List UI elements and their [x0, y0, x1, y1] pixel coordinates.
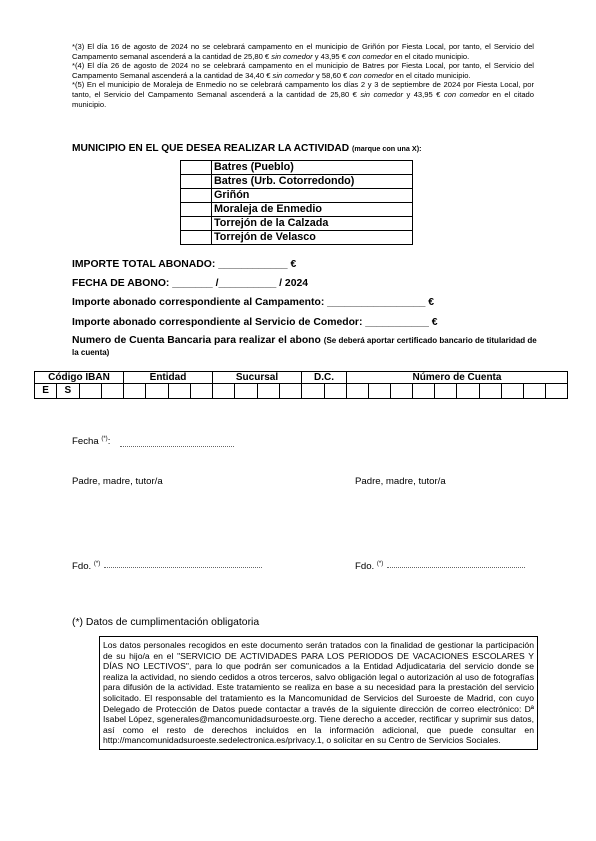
footnote-3: *(3) El día 16 de agosto de 2024 no se celebrará campamento en el municipio de Griñón por Fiesta Local, por tanto, el Servicio del Campamento semanal ascenderá a la cantidad de 25,80 € sin comedor y 43,95 € con comedor en el citado municipio. — [72, 42, 534, 61]
iban-header-row — [35, 372, 568, 384]
fdo-input-right[interactable] — [387, 567, 525, 568]
sucursal-digit[interactable] — [279, 384, 301, 399]
importe-campamento-field[interactable]: Importe abonado correspondiente al Campamento: _________________ € — [72, 297, 435, 308]
fdo-text: Fdo. — [72, 561, 92, 573]
municipio-checkbox[interactable] — [181, 175, 212, 189]
padre-label-left: Padre, madre, tutor/a — [72, 476, 163, 487]
account-heading — [72, 335, 542, 359]
fecha-text: Fecha — [72, 436, 99, 448]
cuenta-header: Número de Cuenta — [347, 372, 568, 384]
municipio-option: Griñón — [212, 189, 413, 203]
municipio-option: Batres (Urb. Cotorredondo) — [212, 175, 413, 189]
dc-digit[interactable] — [324, 384, 347, 399]
cuenta-digit[interactable] — [523, 384, 545, 399]
municipio-title: MUNICIPIO EN EL QUE DESEA REALIZAR LA ACTIVIDAD — [72, 143, 350, 154]
municipio-row — [181, 217, 413, 231]
required-mark: (*) — [376, 561, 384, 567]
importe-total-field[interactable]: IMPORTE TOTAL ABONADO: ____________ € — [72, 259, 297, 270]
municipio-checkbox[interactable] — [181, 203, 212, 217]
municipio-heading — [72, 143, 422, 154]
municipio-table — [180, 160, 413, 245]
municipio-checkbox[interactable] — [181, 189, 212, 203]
fecha-abono-field[interactable]: FECHA DE ABONO: _______ /__________ / 2024 — [72, 278, 309, 289]
cuenta-digit[interactable] — [501, 384, 523, 399]
cuenta-digit[interactable] — [457, 384, 479, 399]
fdo-label-left — [72, 561, 100, 572]
municipio-checkbox[interactable] — [181, 217, 212, 231]
municipio-checkbox[interactable] — [181, 161, 212, 175]
account-title: Numero de Cuenta Bancaria para realizar el abono — [72, 335, 321, 346]
municipio-option: Torrejón de la Calzada — [212, 217, 413, 231]
iban-digit: S — [57, 384, 79, 399]
dc-digit[interactable] — [302, 384, 325, 399]
municipio-row — [181, 161, 413, 175]
sucursal-header: Sucursal — [213, 372, 302, 384]
iban-digit: E — [35, 384, 57, 399]
fdo-label-right — [355, 561, 383, 572]
fdo-input-left[interactable] — [104, 567, 262, 568]
municipio-checkbox[interactable] — [181, 231, 212, 245]
obligatorio-note: (*) Datos de cumplimentación obligatoria — [72, 617, 260, 628]
required-mark: (*) — [101, 436, 108, 442]
cuenta-digit[interactable] — [347, 384, 369, 399]
entidad-digit[interactable] — [168, 384, 190, 399]
municipio-row — [181, 175, 413, 189]
iban-digit[interactable] — [101, 384, 123, 399]
required-mark: (*) — [93, 561, 101, 567]
sucursal-digit[interactable] — [235, 384, 257, 399]
iban-header: Código IBAN — [35, 372, 124, 384]
iban-digit[interactable] — [79, 384, 101, 399]
entidad-digit[interactable] — [146, 384, 168, 399]
footnote-5: *(5) En el municipio de Moraleja de Enmedio no se celebrará campamento los días 2 y 3 de septiembre de 2024 por Fiesta Local, por tanto, el Servicio del Campamento Semanal ascenderá a la cantidad de 25,80 € sin comedor y 43,95 € con comedor en el citado municipio. — [72, 80, 535, 109]
footnote-4: *(4) El día 26 de agosto de 2024 no se celebrará campamento en el municipio de Batres por Fiesta Local, por tanto, el Servicio del Campamento Semanal ascenderá a la cantidad de 34,40 € sin comedor y 58,60 € con comedor en el citado municipio. — [72, 61, 534, 80]
municipio-row — [181, 203, 413, 217]
fdo-text: Fdo. — [355, 561, 375, 573]
importe-comedor-field[interactable]: Importe abonado correspondiente al Servicio de Comedor: ___________ € — [72, 317, 438, 328]
municipio-option: Torrejón de Velasco — [212, 231, 413, 245]
fecha-label: Fecha (*): — [72, 436, 111, 448]
cuenta-digit[interactable] — [391, 384, 413, 399]
fecha-input[interactable] — [120, 446, 234, 447]
cuenta-digit[interactable] — [545, 384, 567, 399]
municipio-row — [181, 189, 413, 203]
cuenta-digit[interactable] — [479, 384, 501, 399]
cuenta-digit[interactable] — [413, 384, 435, 399]
sucursal-digit[interactable] — [257, 384, 279, 399]
dc-header: D.C. — [302, 372, 347, 384]
cuenta-digit[interactable] — [435, 384, 457, 399]
entidad-header: Entidad — [124, 372, 213, 384]
iban-digits-row — [35, 384, 568, 399]
entidad-digit[interactable] — [190, 384, 212, 399]
cuenta-digit[interactable] — [369, 384, 391, 399]
footnotes — [72, 42, 534, 109]
municipio-hint: (marque con una X): — [352, 144, 422, 153]
municipio-row — [181, 231, 413, 245]
entidad-digit[interactable] — [124, 384, 146, 399]
account-hint: (Se deberá aportar certificado bancario de titularidad de la cuenta) — [72, 336, 537, 357]
privacy-notice: Los datos personales recogidos en este documento serán tratados con la finalidad de gestionar la participación de su hijo/a en el "SERVICIO DE ACTIVIDADES PARA LOS PERIODOS DE VACACIONES ESCOLARES Y DÍAS NO LECTIVOS", para lo que podrán ser comunicados a la Entidad Adjudicataria del servicio donde se realiza la actividad, no siendo cedidos a otros terceros, salvo obligación legal o autorización al uso de fotografías para difusión de la actividad. Este tratamiento se realiza en base a su necesidad para la prestación del servicio solicitado. El responsable del tratamiento es la Mancomunidad de Servicios del Suroeste de Madrid, con cuyo Delegado de Protección de Datos puede contactar a través de la siguiente dirección de correo electrónico: Dª Isabel López, sgenerales@mancomunidadsuroeste.org. Tiene derecho a acceder, rectificar y suprimir sus datos, así como el resto de derechos incluidos en la información adicional, que puede consultar en http://mancomunidadsuroeste.sedelectronica.es/privacy.1, o solicitar en su Centro de Servicios Sociales. — [99, 636, 538, 750]
iban-table — [34, 371, 568, 399]
municipio-option: Moraleja de Enmedio — [212, 203, 413, 217]
sucursal-digit[interactable] — [213, 384, 235, 399]
padre-label-right: Padre, madre, tutor/a — [355, 476, 446, 487]
municipio-option: Batres (Pueblo) — [212, 161, 413, 175]
